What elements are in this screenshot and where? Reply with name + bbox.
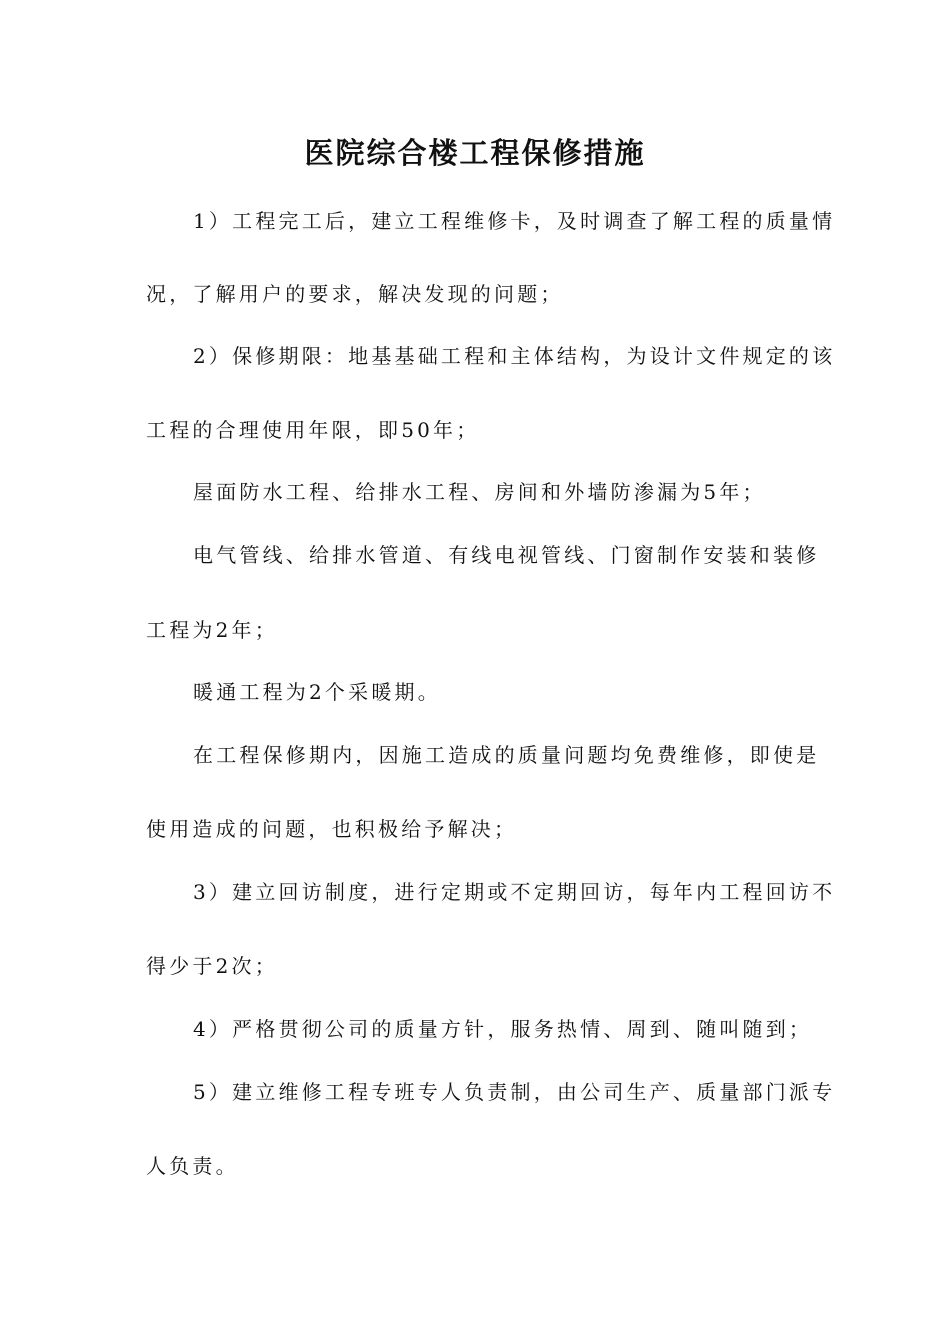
- paragraph-line: 1）工程完工后，建立工程维修卡，及时调查了解工程的质量情: [193, 209, 836, 233]
- paragraph-line: 在工程保修期内，因施工造成的质量问题均免费维修，即使是: [193, 743, 820, 767]
- paragraph-line: 3）建立回访制度，进行定期或不定期回访，每年内工程回访不: [193, 880, 836, 904]
- paragraph-line: 屋面防水工程、给排水工程、房间和外墙防渗漏为5年；: [193, 480, 766, 504]
- paragraph-line: 电气管线、给排水管道、有线电视管线、门窗制作安装和装修: [193, 543, 820, 567]
- paragraph-line: 得少于2次；: [146, 954, 278, 978]
- paragraph-line: 工程为2年；: [146, 618, 278, 642]
- paragraph-line: 暖通工程为2个采暖期。: [193, 680, 441, 704]
- paragraph-line: 工程的合理使用年限，即50年；: [146, 418, 480, 442]
- paragraph-line: 使用造成的问题，也积极给予解决；: [146, 817, 518, 841]
- paragraph-line: 5）建立维修工程专班专人负责制，由公司生产、质量部门派专: [193, 1080, 836, 1104]
- paragraph-line: 2）保修期限：地基基础工程和主体结构，为设计文件规定的该: [193, 344, 836, 368]
- paragraph-line: 4）严格贯彻公司的质量方针，服务热情、周到、随叫随到；: [193, 1017, 813, 1041]
- paragraph-line: 人负责。: [146, 1154, 239, 1178]
- document-title: 医院综合楼工程保修措施: [304, 136, 646, 170]
- paragraph-line: 况，了解用户的要求，解决发现的问题；: [146, 282, 564, 306]
